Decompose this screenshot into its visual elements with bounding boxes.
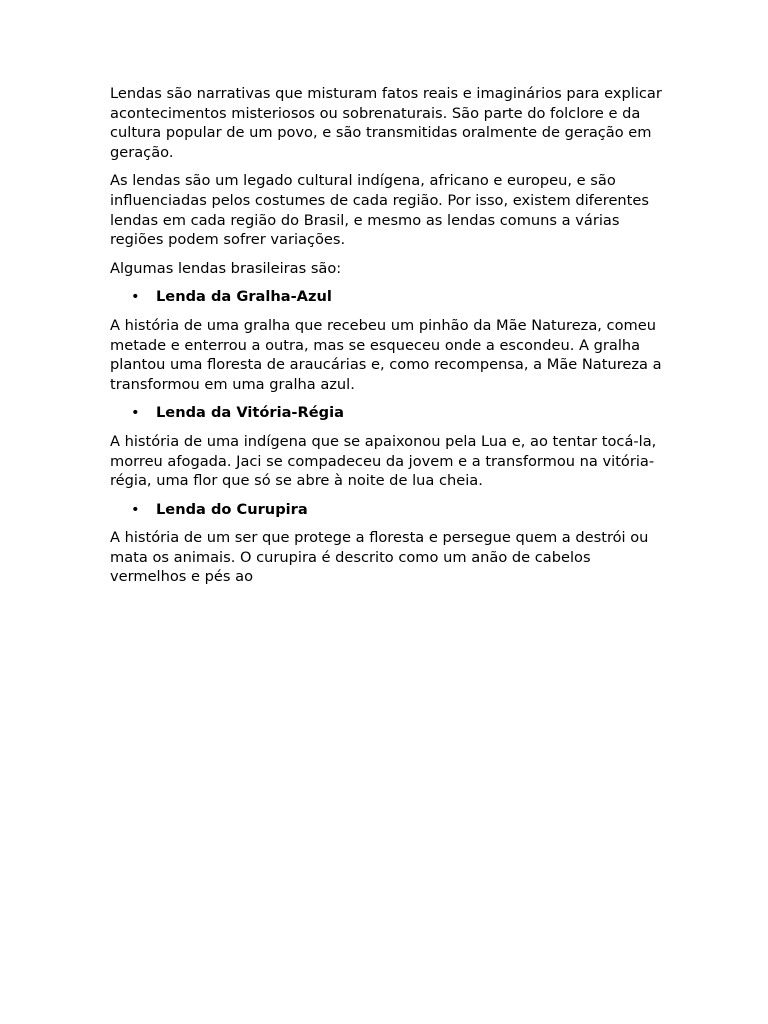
legend-title: Lenda da Vitória-Régia bbox=[156, 404, 344, 422]
bullet-icon: • bbox=[131, 404, 140, 422]
intro-paragraph-heritage: As lendas são um legado cultural indígena, africano e europeu, e são influenciadas pelos costumes de cada região. Por isso, existem diferentes lendas em cada região do Brasil, e mesmo as lendas comuns a várias regiões podem sofrer variações. bbox=[110, 172, 649, 249]
intro-paragraph-definition: Lendas são narrativas que misturam fatos reais e imaginários para explicar acontecimentos misteriosos ou sobrenaturais. São parte do folclore e da cultura popular de um povo, e são transmitidas oralmente de geração em geração. bbox=[110, 85, 662, 161]
legend-text-vitoria-regia: A história de uma indígena que se apaixonou pela Lua e, ao tentar tocá-la, morreu afogada. Jaci se compadeceu da jovem e a transformou na vitória-régia, uma flor que só se abre à noite de lua cheia. bbox=[110, 432, 657, 490]
legend-text-gralha-azul: A história de uma gralha que recebeu um pinhão da Mãe Natureza, comeu metade e enterrou a outra, mas se esqueceu onde a escondeu. A gralha plantou uma floresta de araucárias e, como recompensa, a Mãe Natureza a transformou em uma gralha azul. bbox=[110, 316, 662, 393]
legend-text-curupira: A história de um ser que protege a floresta e persegue quem a destrói ou mata os animais. O curupira é descrito como um anão de cabelos vermelhos e pés ao bbox=[110, 529, 649, 586]
legend-heading-vitoria-regia bbox=[110, 403, 662, 423]
document-page bbox=[110, 84, 662, 596]
legend-heading-curupira bbox=[110, 500, 662, 520]
legend-heading-gralha-azul bbox=[110, 287, 662, 307]
legend-title: Lenda da Gralha-Azul bbox=[156, 288, 332, 306]
intro-paragraph-list-lead: Algumas lendas brasileiras são: bbox=[110, 259, 342, 277]
bullet-icon: • bbox=[131, 500, 140, 518]
bullet-icon: • bbox=[131, 288, 140, 306]
legend-title: Lenda do Curupira bbox=[156, 500, 308, 518]
